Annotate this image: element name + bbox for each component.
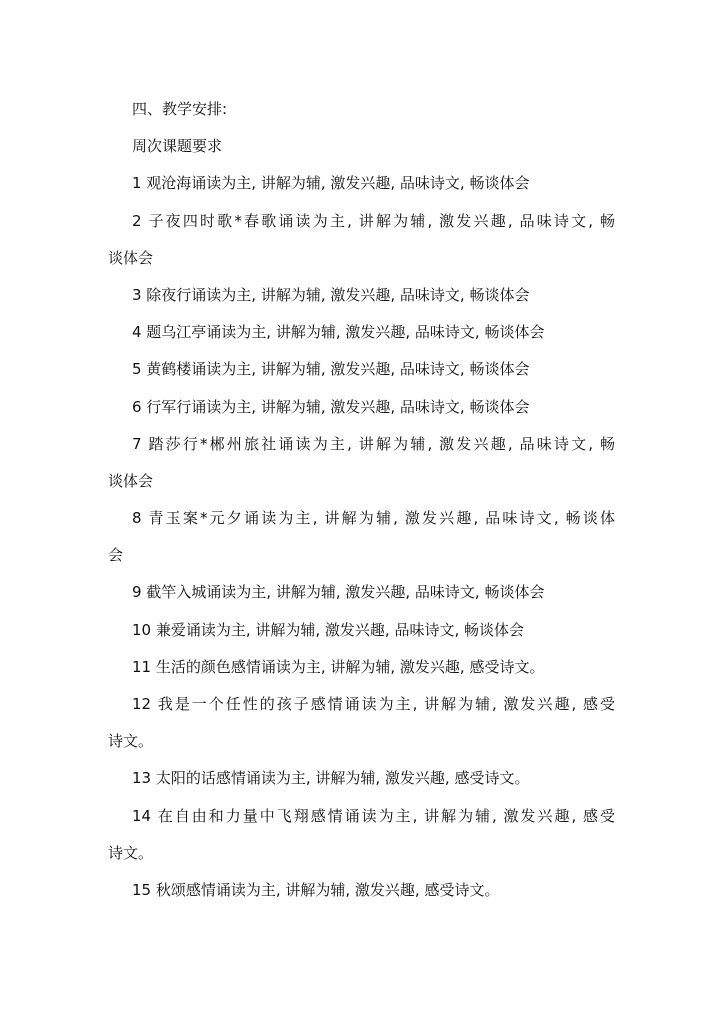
schedule-line: 8 青玉案*元夕诵读为主, 讲解为辅, 激发兴趣, 品味诗文, 畅谈体 xyxy=(132,509,615,528)
schedule-line-continuation: 诗文。 xyxy=(108,843,154,862)
schedule-line: 2 子夜四时歌*春歌诵读为主, 讲解为辅, 激发兴趣, 品味诗文, 畅 xyxy=(132,211,615,230)
schedule-line: 4 题乌江亭诵读为主, 讲解为辅, 激发兴趣, 品味诗文, 畅谈体会 xyxy=(132,323,545,342)
schedule-line: 1 观沧海诵读为主, 讲解为辅, 激发兴趣, 品味诗文, 畅谈体会 xyxy=(132,174,530,193)
schedule-line: 3 除夜行诵读为主, 讲解为辅, 激发兴趣, 品味诗文, 畅谈体会 xyxy=(132,285,530,304)
schedule-line: 12 我是一个任性的孩子感情诵读为主, 讲解为辅, 激发兴趣, 感受 xyxy=(132,695,615,713)
schedule-line: 10 兼爱诵读为主, 讲解为辅, 激发兴趣, 品味诗文, 畅谈体会 xyxy=(132,620,525,639)
schedule-line: 6 行军行诵读为主, 讲解为辅, 激发兴趣, 品味诗文, 畅谈体会 xyxy=(132,397,530,416)
schedule-line-continuation: 谈体会 xyxy=(108,248,154,267)
section-heading: 四、教学安排: xyxy=(132,100,228,118)
schedule-line: 15 秋颂感情诵读为主, 讲解为辅, 激发兴趣, 感受诗文。 xyxy=(132,880,500,899)
schedule-line-continuation: 诗文。 xyxy=(108,732,154,751)
schedule-line-continuation: 谈体会 xyxy=(108,471,154,490)
schedule-line: 7 踏莎行*郴州旅社诵读为主, 讲解为辅, 激发兴趣, 品味诗文, 畅 xyxy=(132,434,615,453)
schedule-line: 5 黄鹤楼诵读为主, 讲解为辅, 激发兴趣, 品味诗文, 畅谈体会 xyxy=(132,360,530,379)
schedule-line: 11 生活的颜色感情诵读为主, 讲解为辅, 激发兴趣, 感受诗文。 xyxy=(132,657,545,676)
table-header: 周次课题要求 xyxy=(132,137,223,156)
schedule-line: 14 在自由和力量中飞翔感情诵读为主, 讲解为辅, 激发兴趣, 感受 xyxy=(132,806,615,825)
schedule-line: 9 截竿入城诵读为主, 讲解为辅, 激发兴趣, 品味诗文, 畅谈体会 xyxy=(132,583,545,602)
schedule-line: 13 太阳的话感情诵读为主, 讲解为辅, 激发兴趣, 感受诗文。 xyxy=(132,769,530,788)
document-body xyxy=(108,91,615,909)
schedule-line-continuation: 会 xyxy=(108,546,124,565)
